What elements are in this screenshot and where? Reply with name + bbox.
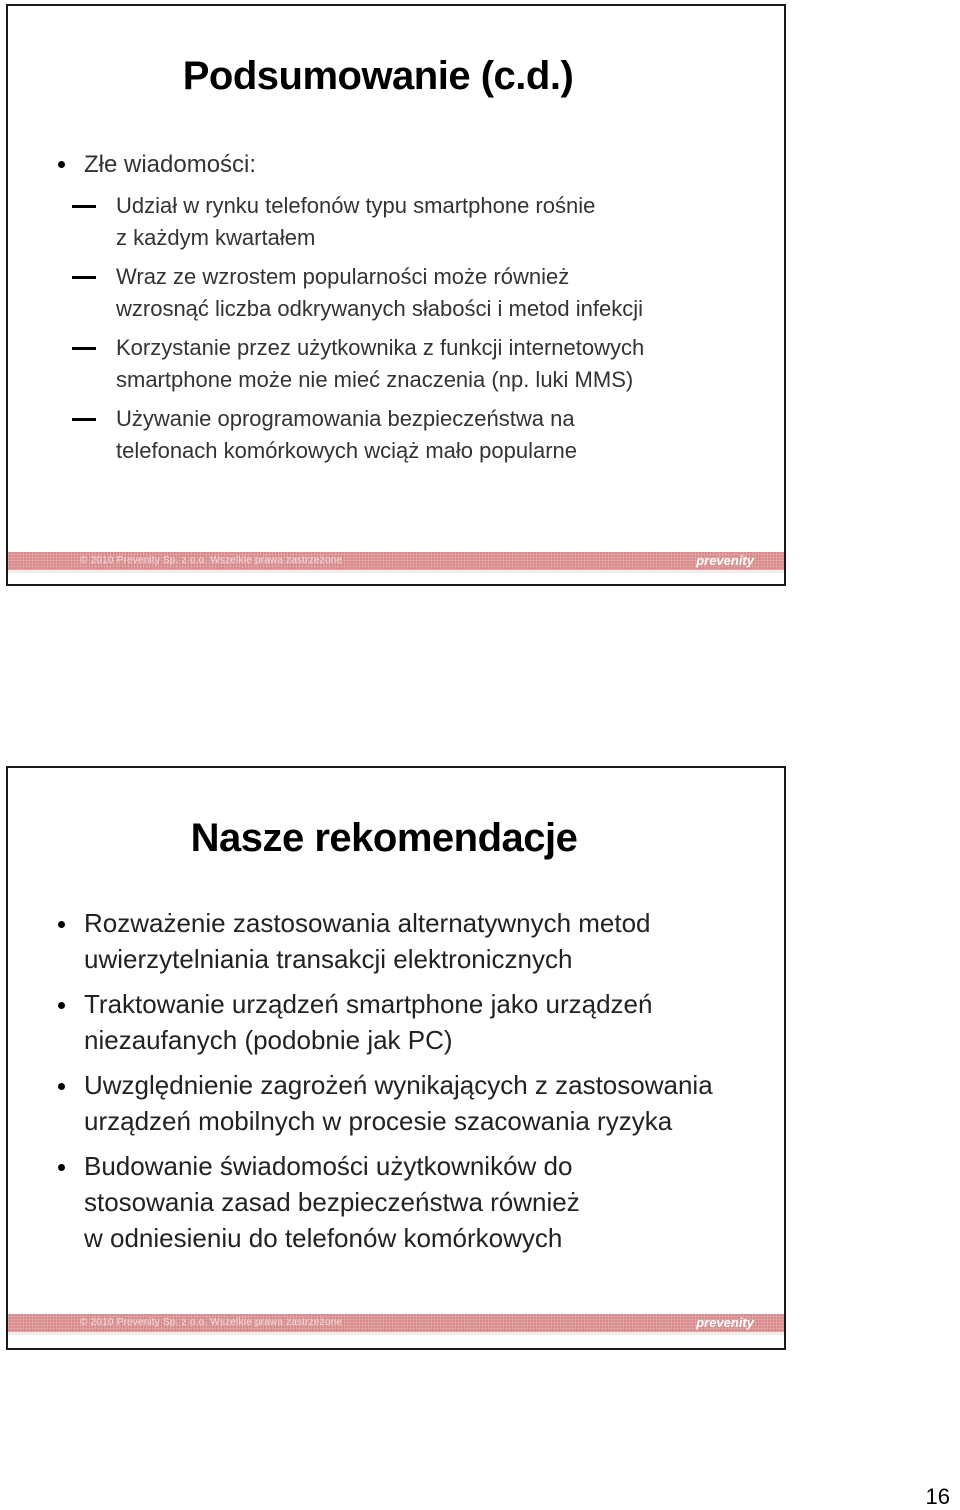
prevenity-logo: prevenity [696,553,754,568]
list-item: Rozważenie zastosowania alternatywnych metod uwierzytelniania transakcji elektronicznych [52,905,764,977]
list-item: Wraz ze wzrostem popularności może również wzrosnąć liczba odkrywanych słabości i metod infekcji [80,261,764,325]
slide-footer [8,552,784,570]
prevenity-logo: prevenity [696,1315,754,1330]
slide-title: Nasze rekomendacje [190,816,578,860]
list-item: Uwzględnienie zagrożeń wynikających z zastosowania urządzeń mobilnych w procesie szacowania ryzyka [52,1067,764,1139]
slide-podsumowanie [6,4,786,586]
list-item [52,148,764,467]
divider [8,1332,784,1335]
bullet-text: Złe wiadomości: [84,151,257,178]
list-item: Traktowanie urządzeń smartphone jako urządzeń niezaufanych (podobnie jak PC) [52,986,764,1058]
sub-list [84,190,764,467]
divider [8,570,784,573]
bullet-list [52,148,764,474]
copyright-text: © 2010 Prevenity Sp. z o.o. Wszelkie prawa zastrzeżone [80,555,343,566]
page-number: 16 [925,1484,950,1509]
list-item: Budowanie świadomości użytkowników do stosowania zasad bezpieczeństwa również w odniesieniu do telefonów komórkowych [52,1148,764,1256]
list-item: Udział w rynku telefonów typu smartphone rośnie z każdym kwartałem [80,190,764,254]
list-item: Korzystanie przez użytkownika z funkcji internetowych smartphone może nie mieć znaczenia (np. luki MMS) [80,332,764,396]
copyright-text: © 2010 Prevenity Sp. z o.o. Wszelkie prawa zastrzeżone [80,1317,343,1328]
slide-rekomendacje [6,766,786,1350]
slide-title: Podsumowanie (c.d.) [182,54,574,98]
bullet-list [52,905,764,1265]
slide-footer [8,1314,784,1332]
list-item: Używanie oprogramowania bezpieczeństwa na telefonach komórkowych wciąż mało popularne [80,403,764,467]
